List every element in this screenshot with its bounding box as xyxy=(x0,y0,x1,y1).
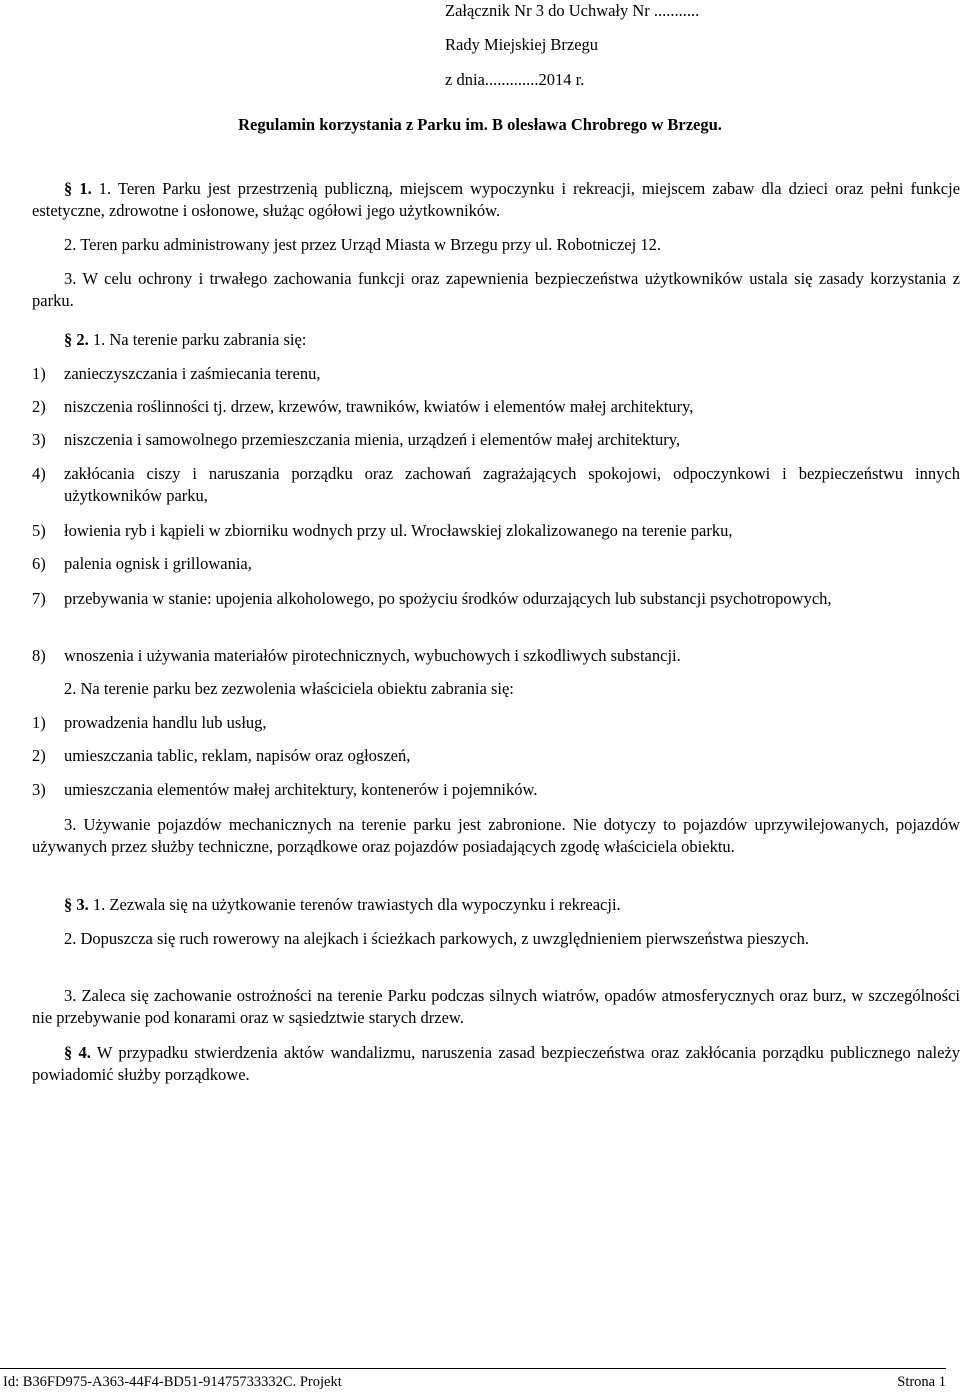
list-item-number: 4) xyxy=(32,464,46,483)
header-date-line: z dnia.............2014 r. xyxy=(445,70,585,89)
list-item xyxy=(32,588,960,610)
list-item-number: 7) xyxy=(32,589,46,608)
list-item-number: 1) xyxy=(32,364,46,383)
list-item-text: zanieczyszczania i zaśmiecania terenu, xyxy=(64,364,321,383)
footer-document-id: Id: B36FD975-A363-44F4-BD51-91475733332C. Projekt xyxy=(3,1374,342,1390)
list-item-text: niszczenia i samowolnego przemieszczania mienia, urządzeń i elementów małej architektury, xyxy=(64,430,681,449)
section-2-mark: § 2. xyxy=(64,330,89,349)
section-4-text: W przypadku stwierdzenia aktów wandalizmu, naruszenia zasad bezpieczeństwa oraz zakłócania porządku publicznego należy powiadomić służby porządkowe. xyxy=(32,1043,960,1084)
list-item-number: 5) xyxy=(32,521,46,540)
list-item xyxy=(32,645,960,667)
list-item-text: niszczenia roślinności tj. drzew, krzewów, trawników, kwiatów i elementów małej architektury, xyxy=(64,397,694,416)
document-title: Regulamin korzystania z Parku im. B olesława Chrobrego w Brzegu. xyxy=(238,115,722,134)
section-2-paragraph-3: 3. Używanie pojazdów mechanicznych na terenie parku jest zabronione. Nie dotyczy to pojazdów uprzywilejowanych, pojazdów używanych przez służby techniczne, porządkowe oraz pojazdów posiadających zgodę właściciela obiektu. xyxy=(32,815,960,856)
section-4-mark: § 4. xyxy=(64,1043,91,1062)
section-1-paragraph-2: 2. Teren parku administrowany jest przez Urząd Miasta w Brzegu przy ul. Robotniczej 12. xyxy=(64,235,661,254)
list-item-text: palenia ognisk i grillowania, xyxy=(64,554,252,573)
list-item xyxy=(32,396,960,418)
list-item-number: 2) xyxy=(32,397,46,416)
list-item xyxy=(32,429,960,451)
list-item xyxy=(32,712,960,734)
section-2-paragraph-1 xyxy=(32,329,960,351)
footer-page-number: Strona 1 xyxy=(897,1374,946,1390)
section-1-paragraph-3: 3. W celu ochrony i trwałego zachowania funkcji oraz zapewnienia bezpieczeństwa użytkowników ustala się zasady korzystania z parku. xyxy=(32,269,960,310)
list-item-number: 8) xyxy=(32,646,46,665)
list-item xyxy=(32,520,960,542)
section-1-p1-number: 1. xyxy=(98,179,112,198)
footer-divider xyxy=(0,1368,946,1369)
header-council-line: Rady Miejskiej Brzegu xyxy=(445,35,599,54)
list-item-text: zakłócania ciszy i naruszania porządku oraz zachowań zagrażających spokojowi, odpoczynkowi i bezpieczeństwu innych użytkowników parku, xyxy=(64,464,960,505)
list-item-text: przebywania w stanie: upojenia alkoholowego, po spożyciu środków odurzających lub substancji psychotropowych, xyxy=(64,589,832,608)
list-item xyxy=(32,745,960,767)
list-item-text: umieszczania elementów małej architektury, kontenerów i pojemników. xyxy=(64,780,538,799)
list-item xyxy=(32,779,960,801)
list-item-number: 3) xyxy=(32,780,46,799)
section-1-p1-text: Teren Parku jest przestrzenią publiczną, miejscem wypoczynku i rekreacji, miejscem zabaw dla dzieci oraz pełni funkcje estetyczne, zdrowotne i osłonowe, służąc ogółowi jego użytkowników. xyxy=(32,179,960,220)
section-1-mark: § 1. xyxy=(64,179,92,198)
list-item xyxy=(32,463,960,507)
section-2-p1-text: 1. Na terenie parku zabrania się: xyxy=(92,330,307,349)
list-item xyxy=(32,363,960,385)
section-3-paragraph-3: 3. Zaleca się zachowanie ostrożności na terenie Parku podczas silnych wiatrów, opadów atmosferycznych oraz burz, w szczególności nie przebywanie pod konarami oraz w sąsiedztwie starych drzew. xyxy=(32,986,960,1027)
section-3-mark: § 3. xyxy=(64,895,89,914)
section-1-paragraph-1 xyxy=(32,178,960,222)
section-3-paragraph-1 xyxy=(32,894,960,916)
list-item-text: wnoszenia i używania materiałów pirotechnicznych, wybuchowych i szkodliwych substancji. xyxy=(64,646,681,665)
list-item-text: łowienia ryb i kąpieli w zbiorniku wodnych przy ul. Wrocławskiej zlokalizowanego na terenie parku, xyxy=(64,521,733,540)
section-4-paragraph xyxy=(32,1042,960,1086)
list-item xyxy=(32,553,960,575)
list-item-number: 6) xyxy=(32,554,46,573)
list-item-number: 1) xyxy=(32,713,46,732)
header-attachment-line: Załącznik Nr 3 do Uchwały Nr ........... xyxy=(445,1,700,20)
list-item-number: 2) xyxy=(32,746,46,765)
list-item-number: 3) xyxy=(32,430,46,449)
list-item-text: prowadzenia handlu lub usług, xyxy=(64,713,267,732)
list-item-text: umieszczania tablic, reklam, napisów oraz ogłoszeń, xyxy=(64,746,411,765)
section-2-paragraph-2: 2. Na terenie parku bez zezwolenia właściciela obiektu zabrania się: xyxy=(64,679,514,698)
section-3-p1-text: 1. Zezwala się na użytkowanie terenów trawiastych dla wypoczynku i rekreacji. xyxy=(92,895,621,914)
section-3-paragraph-2: 2. Dopuszcza się ruch rowerowy na alejkach i ścieżkach parkowych, z uwzględnieniem pierwszeństwa pieszych. xyxy=(64,929,809,948)
